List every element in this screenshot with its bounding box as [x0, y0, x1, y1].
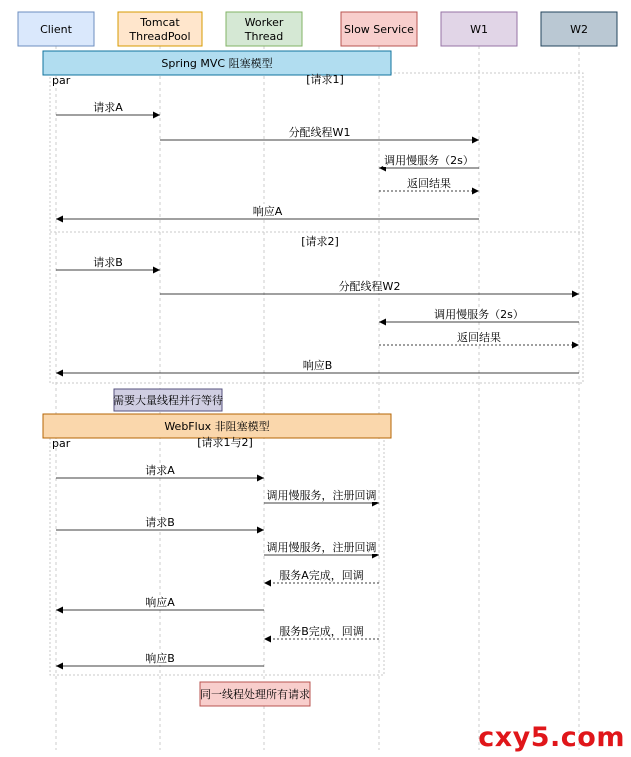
message-label: 服务B完成，回调: [279, 625, 364, 638]
message-label: 分配线程W1: [288, 126, 351, 139]
participant-label-tomcat: Tomcat ThreadPool: [129, 16, 191, 43]
message-label: 调用慢服务，注册回调: [266, 489, 377, 502]
par-guard-2: [请求2]: [301, 235, 339, 248]
message-label: 请求A: [145, 464, 175, 477]
message-label: 响应B: [302, 359, 333, 372]
par-guard-1: [请求1]: [306, 73, 344, 86]
message-label: 响应B: [145, 652, 175, 665]
par-operator-webflux: par: [52, 437, 71, 450]
par-operator-mvc: par: [52, 74, 71, 87]
message-label: 请求B: [93, 256, 123, 269]
message-label: 调用慢服务，注册回调: [266, 541, 377, 554]
par-frame-webflux: [50, 438, 384, 675]
par-frame-mvc: [50, 73, 583, 383]
participant-label-worker: Worker Thread: [244, 16, 284, 43]
message-label: 调用慢服务（2s）: [434, 308, 524, 321]
message-label: 响应A: [145, 596, 175, 609]
message-label: 返回结果: [457, 331, 501, 344]
banner-webflux-label: WebFlux 非阻塞模型: [164, 420, 270, 433]
message-label: 分配线程W2: [338, 280, 401, 293]
participant-label-w1: W1: [470, 23, 488, 36]
participant-label-w2: W2: [570, 23, 588, 36]
message-label: 请求A: [93, 101, 123, 114]
participant-label-slow: Slow Service: [344, 23, 414, 36]
note-single-thread-label: 同一线程处理所有请求: [200, 688, 310, 701]
participant-label-client: Client: [40, 23, 72, 36]
banner-mvc-label: Spring MVC 阻塞模型: [161, 57, 273, 70]
watermark: cxy5.com: [478, 722, 625, 753]
message-label: 调用慢服务（2s）: [384, 154, 474, 167]
message-label: 服务A完成，回调: [279, 569, 364, 582]
note-threads-label: 需要大量线程并行等待: [113, 394, 223, 407]
message-label: 返回结果: [407, 177, 451, 190]
message-label: 响应A: [252, 205, 283, 218]
message-label: 请求B: [145, 516, 175, 529]
par-guard-webflux: [请求1与2]: [197, 436, 253, 449]
